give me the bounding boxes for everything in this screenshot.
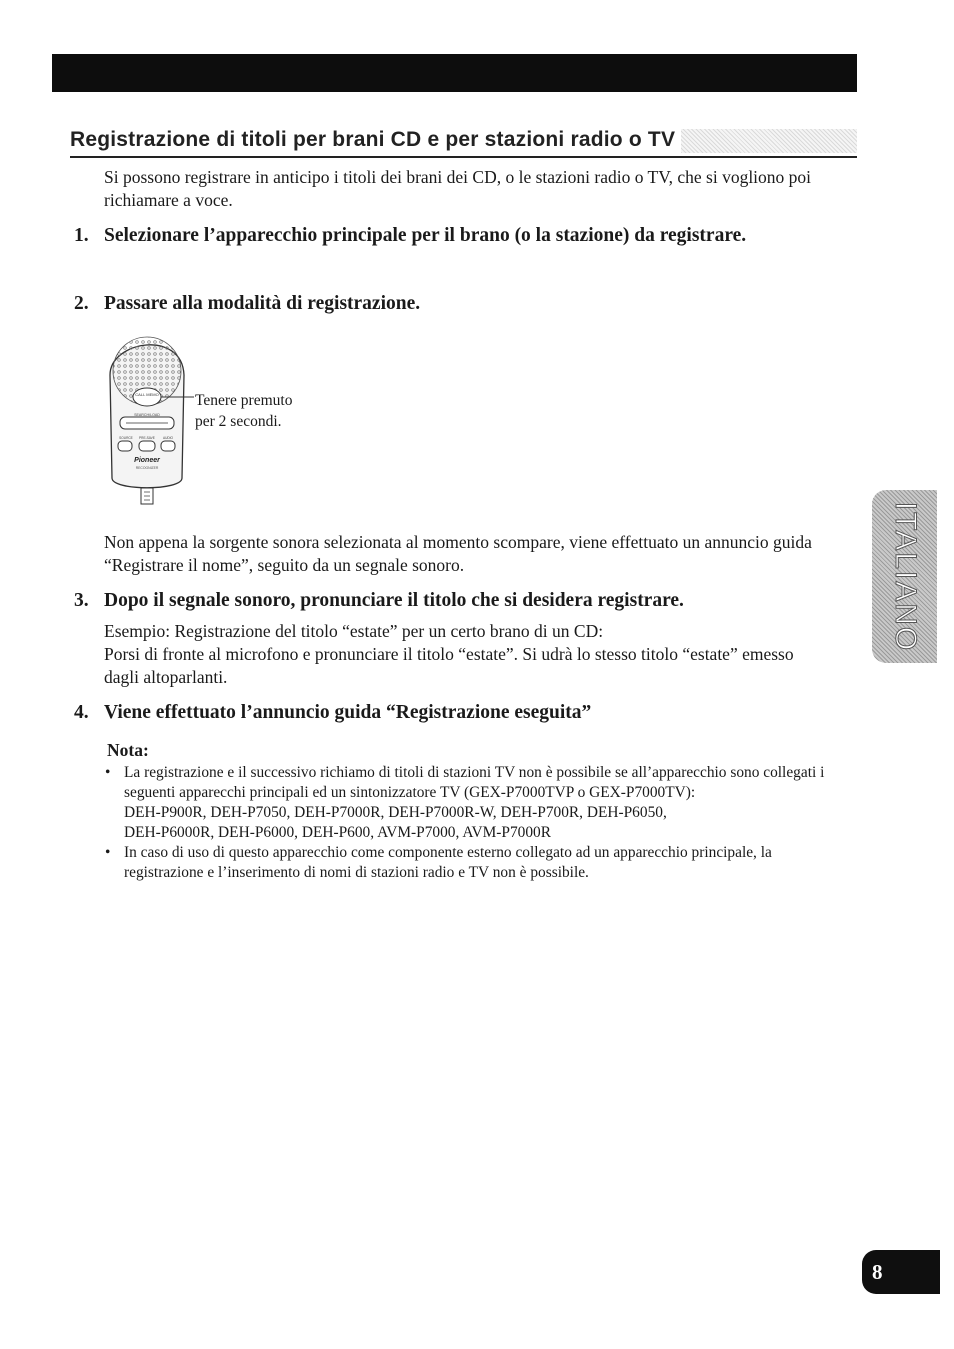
example-line-1: Esempio: Registrazione del titolo “estate” per un certo brano di un CD: [104, 621, 604, 641]
search-load-label: SEARCH/LOAD [134, 413, 160, 417]
step-number: 3. [74, 590, 89, 611]
figure-caption [195, 390, 292, 432]
note-item [104, 843, 834, 883]
step-text: Selezionare l’apparecchio principale per il brano (o la stazione) da registrare. [104, 225, 747, 246]
example-paragraph [104, 620, 804, 689]
language-tab [872, 490, 937, 663]
call-memo-label: CALL MEMO [135, 392, 159, 397]
page-number-tab [862, 1250, 940, 1294]
brand-logo: Pioneer [134, 457, 160, 464]
bullet-icon: • [105, 844, 111, 861]
section-heading [70, 126, 857, 158]
step-number: 2. [74, 293, 89, 314]
example-line-2: Porsi di fronte al microfono e pronunciare il titolo “estate”. Si udrà lo stesso titolo “estate” emesso dagli altoparlanti. [104, 644, 794, 687]
section-title: Registrazione di titoli per brani CD e per stazioni radio o TV [70, 126, 681, 154]
caption-line-1: Tenere premuto [195, 392, 293, 409]
note-models-line-2: DEH-P6000R, DEH-P6000, DEH-P600, AVM-P7000, AVM-P7000R [124, 824, 551, 841]
bullet-icon: • [105, 764, 111, 781]
note-item [104, 763, 834, 843]
note-models-line-1: DEH-P900R, DEH-P7050, DEH-P7000R, DEH-P7000R-W, DEH-P700R, DEH-P6050, [124, 804, 667, 821]
model-label: RECOGNIZER [135, 466, 159, 470]
source-label: SOURCE [119, 436, 133, 440]
step-text: Dopo il segnale sonoro, pronunciare il titolo che si desidera registrare. [104, 590, 684, 611]
step-2 [74, 290, 754, 317]
note-label: Nota: [107, 740, 149, 760]
language-tab-label: ITALIANO [888, 501, 922, 652]
step-4 [74, 699, 834, 726]
audio-label: AUDIO [162, 436, 174, 440]
pre-save-label: PRE-SAVE [139, 436, 155, 440]
page-number: 8 [872, 1260, 883, 1284]
note-text: In caso di uso di questo apparecchio come componente esterno collegato ad un apparecchio principale, la registrazione e l’inserimento di nomi di stazioni radio e TV non è possibile. [124, 844, 772, 881]
step-3 [74, 587, 834, 614]
header-bar [52, 54, 857, 92]
step-text: Viene effettuato l’annuncio guida “Registrazione eseguita” [104, 702, 592, 723]
step-number: 4. [74, 702, 89, 723]
intro-paragraph: Si possono registrare in anticipo i titoli dei brani dei CD, o le stazioni radio o TV, che si vogliono poi richiamare a voce. [104, 167, 812, 210]
heading-underline [70, 156, 857, 158]
step-number: 1. [74, 225, 89, 246]
step-1 [74, 222, 754, 249]
note-text: La registrazione e il successivo richiamo di titoli di stazioni TV non è possibile se all’apparecchio sono collegati i seguenti apparecchi principali ed un sintonizzatore TV (GEX-P7000TVP o GEX-P7000TV): [124, 764, 825, 801]
after-figure-paragraph: Non appena la sorgente sonora selezionata al momento scompare, viene effettuato un annuncio guida “Registrare il nome”, seguito da un segnale sonoro. [104, 532, 812, 575]
caption-line-2: per 2 secondi. [195, 413, 282, 430]
note-list [104, 763, 834, 883]
step-text: Passare alla modalità di registrazione. [104, 293, 421, 314]
